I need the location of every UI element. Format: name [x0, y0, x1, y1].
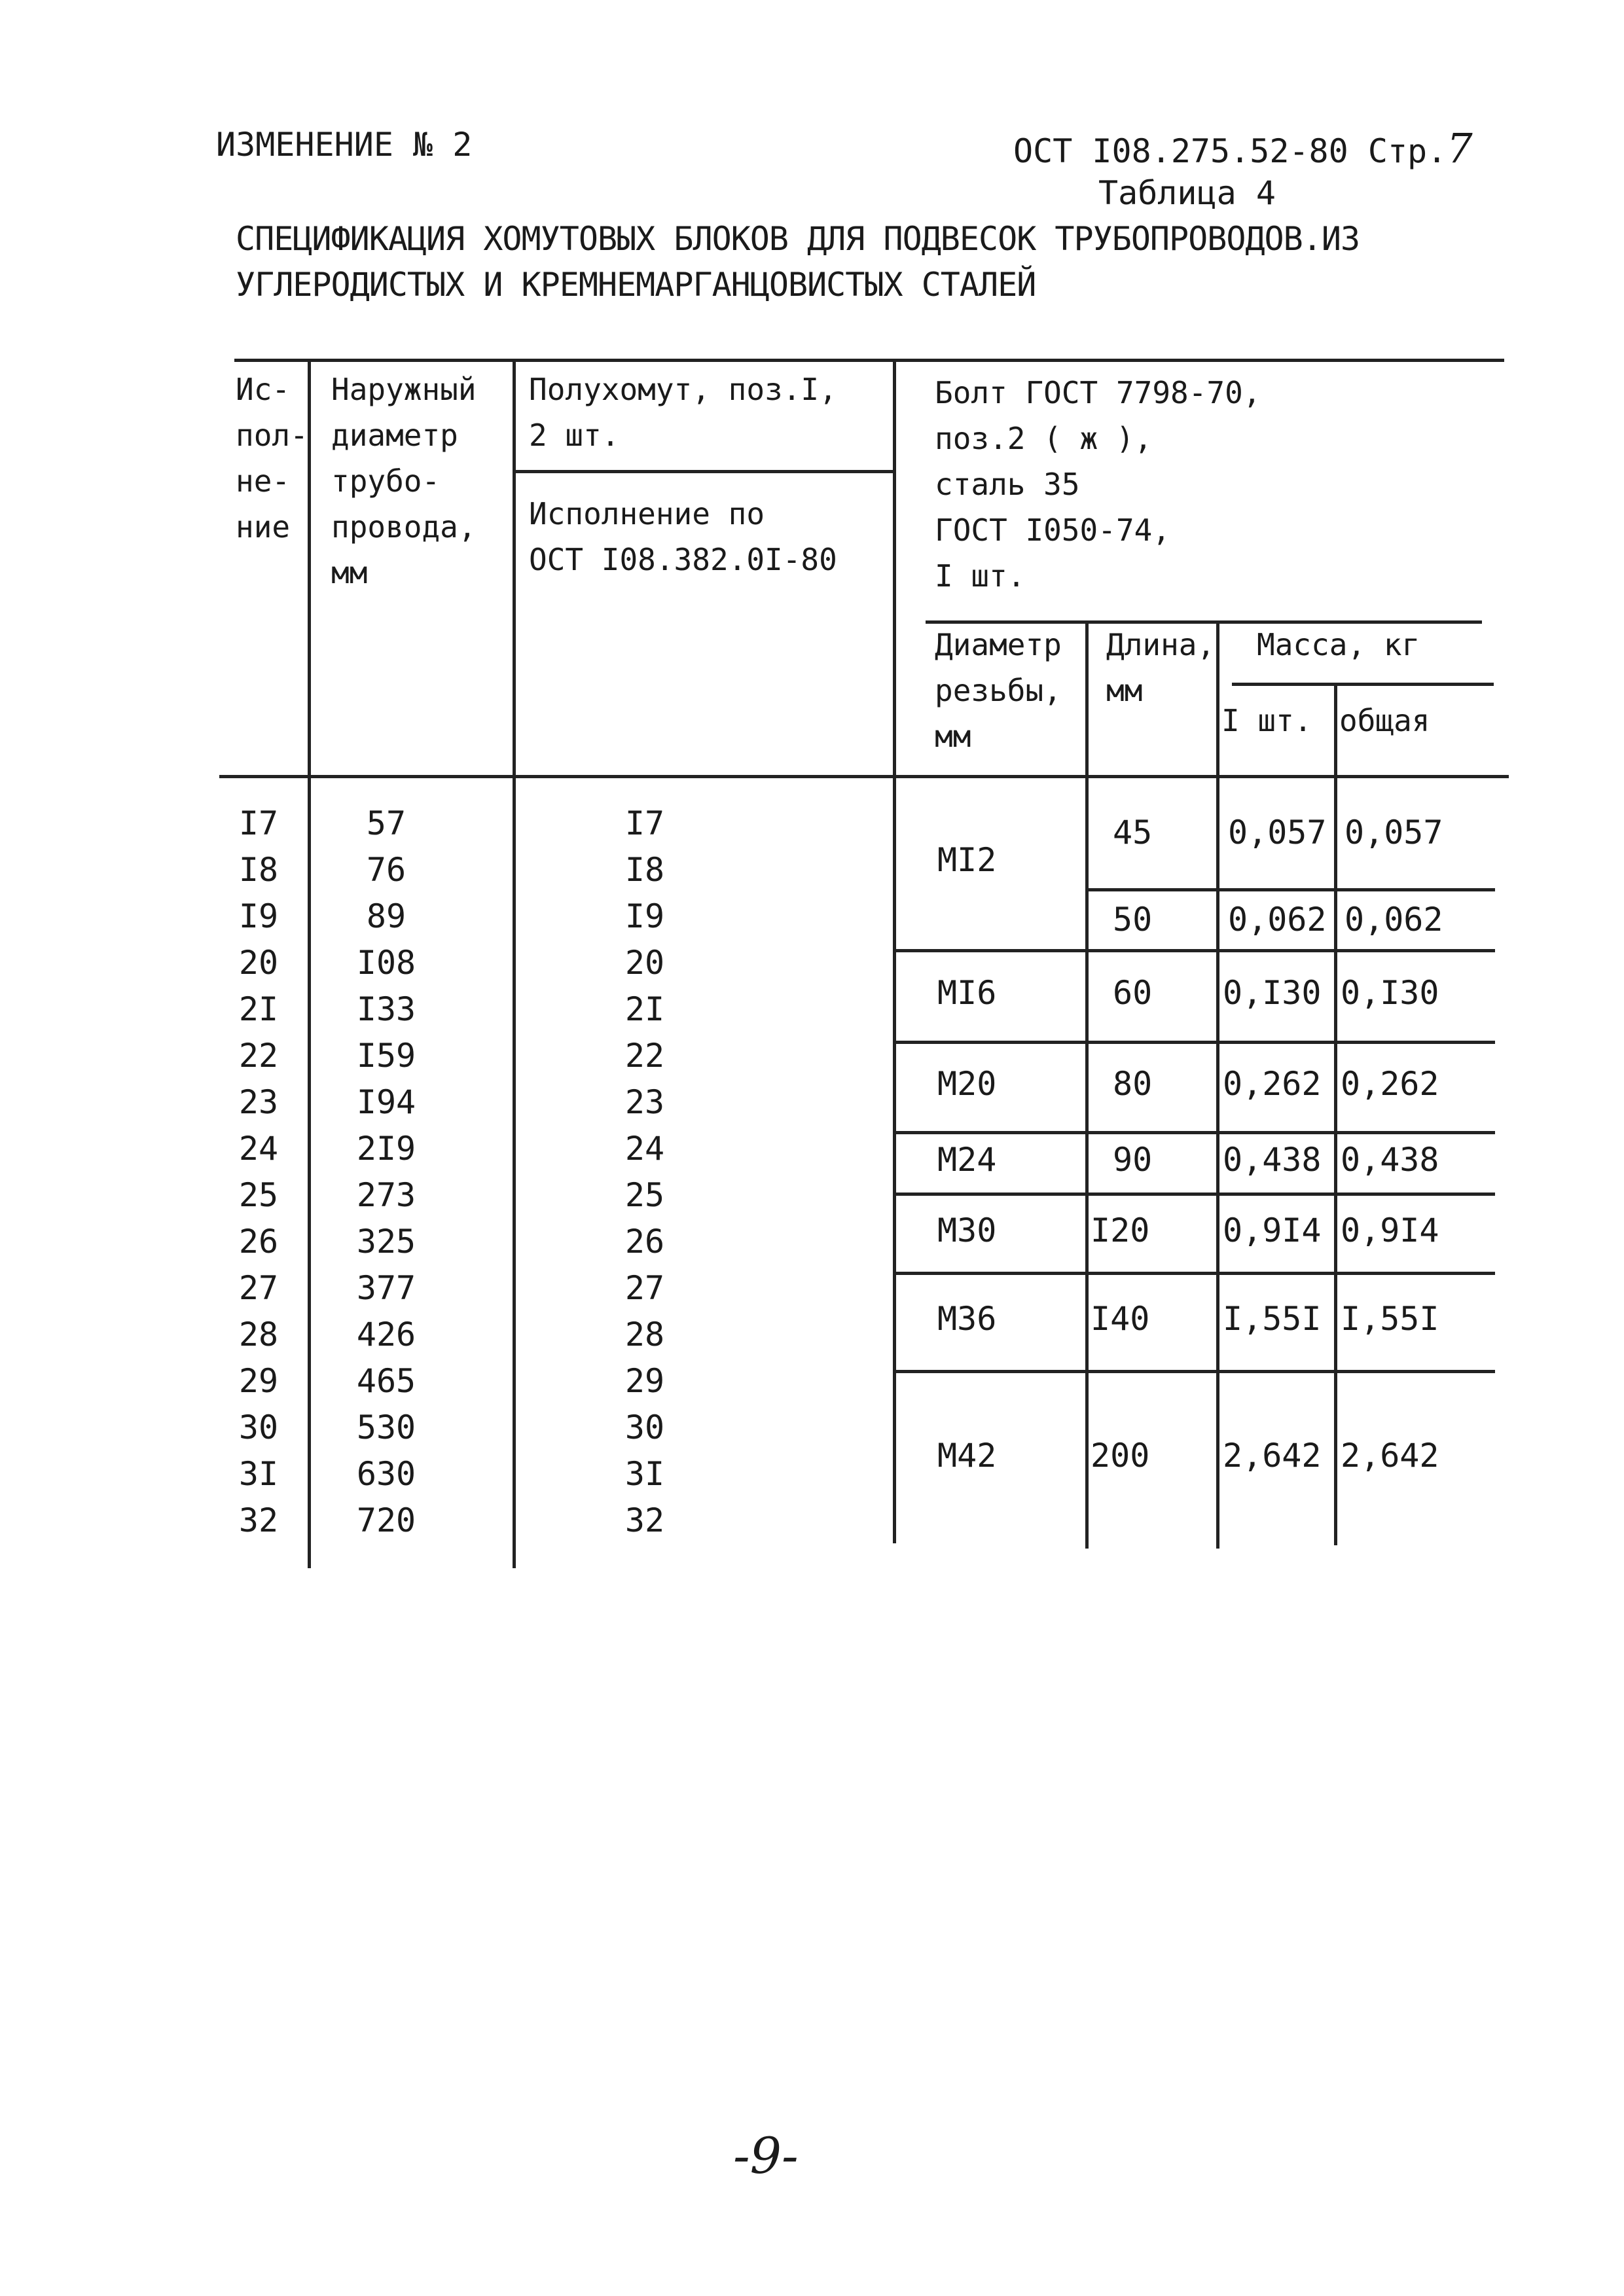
col-divider-2 [513, 359, 516, 1568]
cell-mass-total: 0,9I4 [1341, 1211, 1439, 1249]
cell-execution: 22 [238, 1037, 279, 1075]
cell-length: 90 [1113, 1141, 1153, 1179]
bolt-group-separator [893, 1041, 1495, 1044]
cell-half-clamp-execution: 28 [624, 1316, 665, 1354]
cell-thread-diameter: M36 [937, 1300, 997, 1338]
document-title-line-2: УГЛЕРОДИСТЫХ И КРЕМНЕМАРГАНЦОВИСТЫХ СТАЛЕЙ [236, 266, 1036, 304]
cell-length: 50 [1113, 900, 1153, 939]
page-ref-number: 7 [1447, 124, 1473, 172]
cell-mass-one: I,55I [1223, 1300, 1322, 1338]
cell-outer-diameter: 720 [356, 1501, 416, 1539]
cell-half-clamp-execution: 32 [624, 1501, 665, 1539]
cell-execution: 25 [238, 1176, 279, 1214]
col-divider-4 [1085, 620, 1089, 1549]
cell-mass-one: 0,I30 [1223, 974, 1322, 1012]
cell-half-clamp-execution: 30 [624, 1408, 665, 1446]
cell-half-clamp-execution: 26 [624, 1223, 665, 1261]
cell-outer-diameter: 530 [356, 1408, 416, 1446]
mass-split-rule [1232, 683, 1494, 686]
cell-mass-total: 0,262 [1341, 1065, 1439, 1103]
cell-execution: I8 [238, 851, 279, 889]
cell-outer-diameter: 76 [366, 851, 406, 889]
cell-half-clamp-execution: I8 [624, 851, 665, 889]
cell-thread-diameter: M20 [937, 1065, 997, 1103]
cell-half-clamp-execution: 25 [624, 1176, 665, 1214]
cell-half-clamp-execution: 22 [624, 1037, 665, 1075]
cell-execution: 3I [238, 1455, 279, 1493]
bolt-item-separator [1085, 888, 1495, 891]
cell-mass-one: 0,062 [1228, 900, 1327, 939]
cell-execution: 23 [238, 1083, 279, 1121]
cell-execution: 30 [238, 1408, 279, 1446]
cell-outer-diameter: 465 [356, 1362, 416, 1400]
cell-length: 200 [1091, 1436, 1150, 1475]
col-divider-5 [1216, 620, 1219, 1549]
cell-outer-diameter: I59 [356, 1037, 416, 1075]
cell-length: 60 [1113, 974, 1153, 1012]
cell-outer-diameter: 630 [356, 1455, 416, 1493]
cell-length: 45 [1113, 813, 1153, 852]
bolt-group-separator [893, 949, 1495, 952]
cell-half-clamp-execution: 2I [624, 990, 665, 1028]
cell-execution: 27 [238, 1269, 279, 1307]
cell-execution: 28 [238, 1316, 279, 1354]
cell-execution: 20 [238, 944, 279, 982]
cell-execution: 24 [238, 1130, 279, 1168]
standard-code: ОСТ I08.275.52-80 Стр. [1013, 132, 1447, 170]
cell-thread-diameter: M42 [937, 1436, 997, 1475]
bolt-group-separator [893, 1131, 1495, 1134]
bolt-group-separator [893, 1272, 1495, 1275]
cell-outer-diameter: 377 [356, 1269, 416, 1307]
cell-mass-one: 0,262 [1223, 1065, 1322, 1103]
table-top-rule [234, 359, 1504, 362]
header-mass-total: общая [1339, 703, 1430, 738]
cell-outer-diameter: 57 [366, 804, 406, 842]
cell-mass-total: 2,642 [1341, 1436, 1439, 1475]
cell-mass-total: 0,438 [1341, 1141, 1439, 1179]
cell-mass-total: I,55I [1341, 1300, 1439, 1338]
header-half-clamp-execution: Исполнение по ОСТ I08.382.0I-80 [529, 496, 837, 577]
cell-thread-diameter: M24 [937, 1141, 997, 1179]
cell-half-clamp-execution: 23 [624, 1083, 665, 1121]
cell-half-clamp-execution: I9 [624, 897, 665, 935]
cell-mass-total: 0,057 [1344, 813, 1443, 852]
cell-execution: 2I [238, 990, 279, 1028]
cell-half-clamp-execution: 3I [624, 1455, 665, 1493]
header-mass-one: I шт. [1221, 703, 1312, 738]
header-execution: Ис- пол- не- ние [236, 372, 308, 545]
cell-mass-one: 0,9I4 [1223, 1211, 1322, 1249]
cell-outer-diameter: 273 [356, 1176, 416, 1214]
cell-execution: I7 [238, 804, 279, 842]
header-mass: Масса, кг [1257, 627, 1420, 662]
cell-half-clamp-execution: 20 [624, 944, 665, 982]
cell-execution: 32 [238, 1501, 279, 1539]
cell-mass-one: 2,642 [1223, 1436, 1322, 1475]
cell-thread-diameter: MI2 [937, 841, 997, 879]
cell-length: I40 [1091, 1300, 1150, 1338]
cell-thread-diameter: MI6 [937, 974, 997, 1012]
header-length: Длина, мм [1106, 627, 1216, 708]
header-bottom-rule [219, 775, 1509, 778]
table-label: Таблица 4 [1098, 174, 1276, 212]
cell-mass-one: 0,057 [1228, 813, 1327, 852]
cell-outer-diameter: 2I9 [356, 1130, 416, 1168]
header-outer-diameter: Наружный диаметр трубо- провода, мм [331, 372, 477, 590]
header-thread-diameter: Диаметр резьбы, мм [935, 627, 1062, 754]
cell-length: 80 [1113, 1065, 1153, 1103]
cell-outer-diameter: I08 [356, 944, 416, 982]
page-number: -9- [733, 2126, 799, 2185]
header-half-clamp: Полухомут, поз.I, 2 шт. [529, 372, 837, 453]
cell-outer-diameter: I33 [356, 990, 416, 1028]
cell-execution: 29 [238, 1362, 279, 1400]
bolt-group-separator [893, 1370, 1495, 1373]
cell-mass-total: 0,062 [1344, 900, 1443, 939]
cell-half-clamp-execution: 29 [624, 1362, 665, 1400]
cell-outer-diameter: 325 [356, 1223, 416, 1261]
header-bolt: Болт ГОСТ 7798-70, поз.2 ( ж ), сталь 35 ГОСТ I050-74, I шт. [935, 375, 1261, 594]
cell-half-clamp-execution: 24 [624, 1130, 665, 1168]
document-title-line-1: СПЕЦИФИКАЦИЯ ХОМУТОВЫХ БЛОКОВ ДЛЯ ПОДВЕСОК ТРУБОПРОВОДОВ.ИЗ [236, 220, 1360, 258]
cell-length: I20 [1091, 1211, 1150, 1249]
cell-outer-diameter: 426 [356, 1316, 416, 1354]
cell-outer-diameter: 89 [366, 897, 406, 935]
cell-execution: I9 [238, 897, 279, 935]
cell-half-clamp-execution: 27 [624, 1269, 665, 1307]
half-clamp-split-rule [514, 470, 893, 473]
cell-mass-total: 0,I30 [1341, 974, 1439, 1012]
cell-outer-diameter: I94 [356, 1083, 416, 1121]
bolt-group-separator [893, 1193, 1495, 1196]
cell-thread-diameter: M30 [937, 1211, 997, 1249]
cell-execution: 26 [238, 1223, 279, 1261]
standard-reference [1013, 124, 1473, 172]
change-notice: ИЗМЕНЕНИЕ № 2 [216, 126, 473, 164]
cell-half-clamp-execution: I7 [624, 804, 665, 842]
col-divider-6 [1334, 683, 1337, 1545]
cell-mass-one: 0,438 [1223, 1141, 1322, 1179]
